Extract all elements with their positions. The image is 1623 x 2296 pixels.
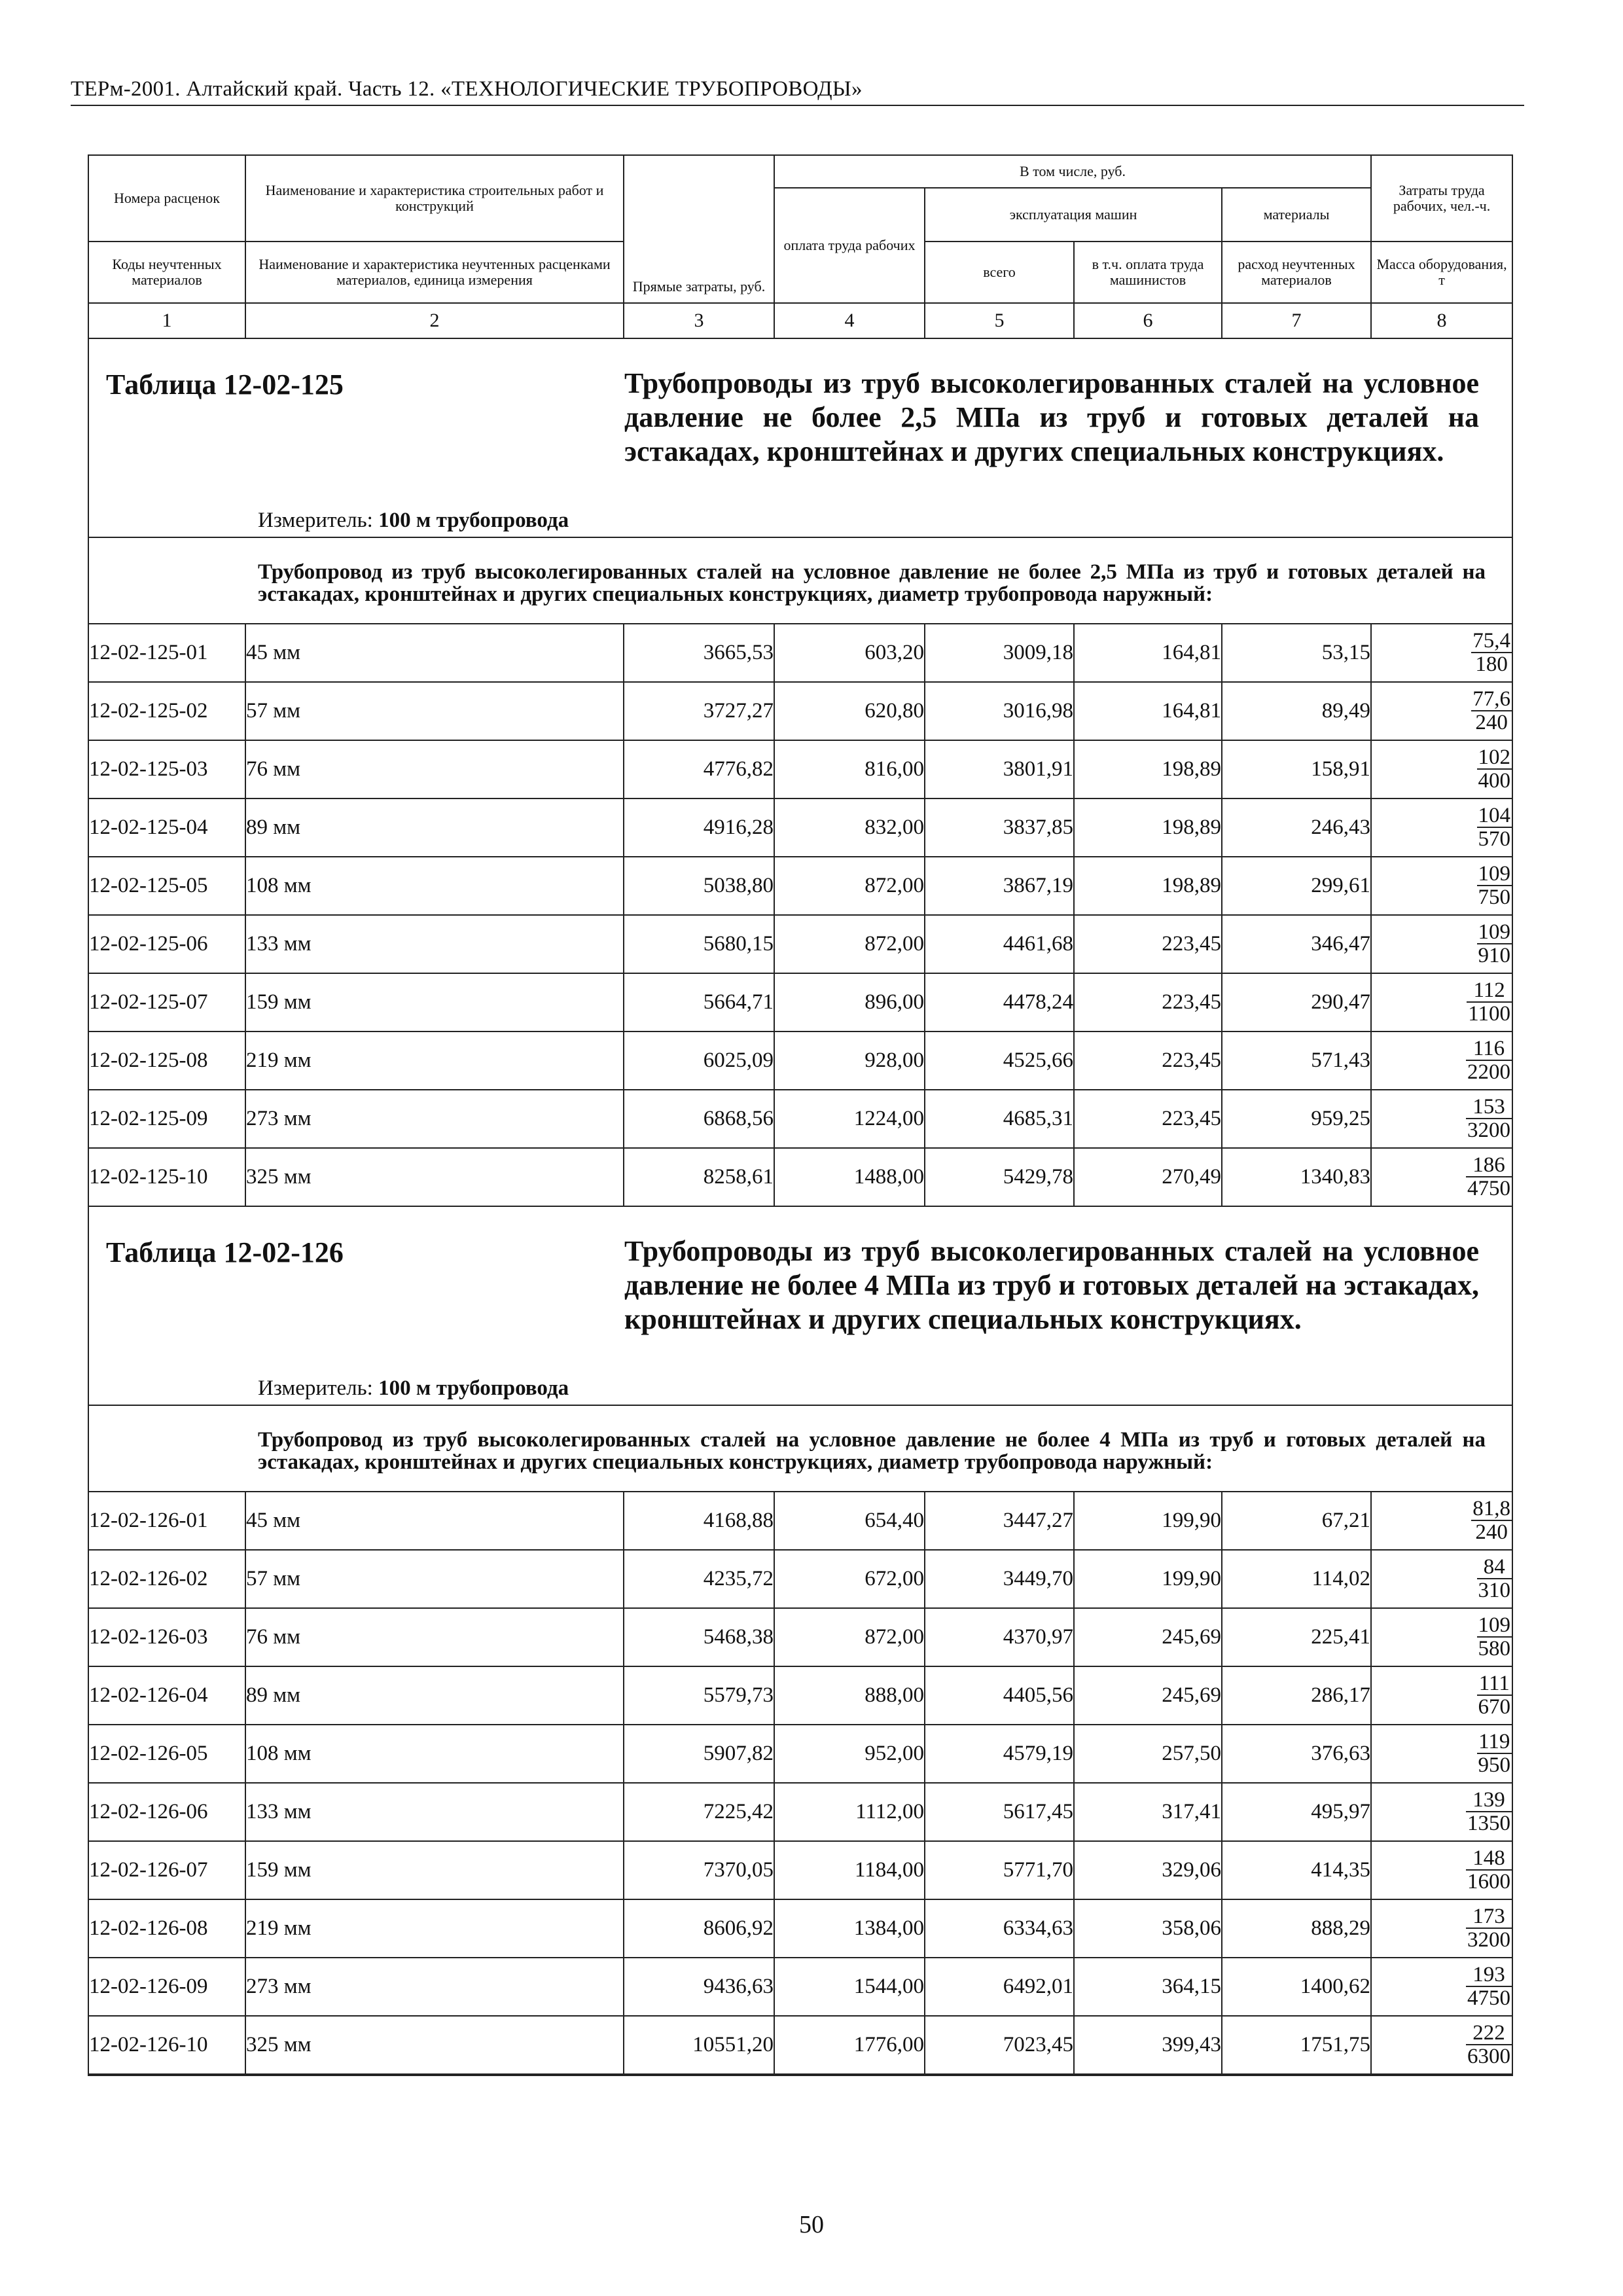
table-label: Таблица 12-02-126 [106, 1236, 344, 1268]
materials-cost: 286,17 [1222, 1666, 1371, 1725]
materials-cost: 888,29 [1222, 1899, 1371, 1958]
header-total: всего [925, 242, 1074, 303]
materials-cost: 1340,83 [1222, 1148, 1371, 1206]
machine-total: 3801,91 [925, 740, 1074, 798]
direct-costs: 7225,42 [624, 1783, 774, 1841]
labor-and-mass [1371, 1550, 1512, 1608]
table-row [88, 857, 1512, 915]
machinist-pay: 270,49 [1074, 1148, 1222, 1206]
worker-pay: 888,00 [774, 1666, 925, 1725]
labor-hours: 116 [1466, 1037, 1512, 1061]
rate-code: 12-02-125-01 [88, 624, 245, 682]
worker-pay: 654,40 [774, 1492, 925, 1550]
machine-total: 3449,70 [925, 1550, 1074, 1608]
worker-pay: 620,80 [774, 682, 925, 740]
materials-cost: 959,25 [1222, 1090, 1371, 1148]
machinist-pay: 198,89 [1074, 798, 1222, 857]
machine-total: 4461,68 [925, 915, 1074, 973]
worker-pay: 1488,00 [774, 1148, 925, 1206]
table-title: Трубопроводы из труб высоколегированных сталей на условное давление не более 2,5 МПа из труб и готовых деталей на эстакадах, кронштейнах и других специальных конструкциях. [624, 367, 1479, 467]
rate-code: 12-02-126-06 [88, 1783, 245, 1841]
equipment-mass: 310 [1478, 1578, 1511, 1602]
header-including: В том числе, руб. [774, 155, 1371, 188]
worker-pay: 952,00 [774, 1725, 925, 1783]
header-worker-pay: оплата труда рабочих [774, 188, 925, 303]
direct-costs: 3727,27 [624, 682, 774, 740]
table-heading [88, 1206, 1512, 1405]
direct-costs: 6868,56 [624, 1090, 774, 1148]
fraction [1477, 1614, 1512, 1660]
table-row [88, 1608, 1512, 1666]
labor-hours: 139 [1466, 1789, 1512, 1812]
fraction [1471, 688, 1512, 734]
pipe-diameter: 219 мм [245, 1899, 624, 1958]
header-work-name: Наименование и характеристика строительных работ и конструкций [245, 155, 624, 242]
pipe-diameter: 108 мм [245, 857, 624, 915]
materials-cost: 1751,75 [1222, 2016, 1371, 2075]
column-number: 1 [88, 303, 245, 338]
fraction [1477, 921, 1512, 967]
header-divider [71, 105, 1524, 106]
machine-total: 7023,45 [925, 2016, 1074, 2075]
worker-pay: 872,00 [774, 1608, 925, 1666]
table-row [88, 1031, 1512, 1090]
pipe-diameter: 325 мм [245, 2016, 624, 2075]
page-number: 50 [799, 2211, 824, 2238]
rate-code: 12-02-125-03 [88, 740, 245, 798]
fraction [1471, 630, 1512, 675]
direct-costs: 9436,63 [624, 1958, 774, 2016]
pipe-diameter: 325 мм [245, 1148, 624, 1206]
rate-code: 12-02-125-09 [88, 1090, 245, 1148]
rate-code: 12-02-125-10 [88, 1148, 245, 1206]
rate-code: 12-02-125-07 [88, 973, 245, 1031]
labor-hours: 109 [1478, 861, 1511, 886]
pipe-diameter: 45 мм [245, 1492, 624, 1550]
fraction [1466, 1847, 1512, 1893]
labor-and-mass [1371, 740, 1512, 798]
worker-pay: 1544,00 [774, 1958, 925, 2016]
header-machinist-pay: в т.ч. оплата труда машинистов [1074, 242, 1222, 303]
machinist-pay: 199,90 [1074, 1492, 1222, 1550]
header-machine-operation: эксплуатация машин [925, 188, 1222, 242]
labor-and-mass [1371, 1783, 1512, 1841]
table-row [88, 1550, 1512, 1608]
direct-costs: 5579,73 [624, 1666, 774, 1725]
fraction [1466, 1037, 1512, 1083]
labor-and-mass [1371, 915, 1512, 973]
table-row [88, 1492, 1512, 1550]
equipment-mass: 570 [1478, 827, 1511, 851]
labor-and-mass [1371, 2016, 1512, 2075]
header-equipment-mass: Масса оборудования, т [1371, 242, 1512, 303]
machine-total: 3447,27 [925, 1492, 1074, 1550]
equipment-mass: 2200 [1467, 1060, 1511, 1084]
machine-total: 3016,98 [925, 682, 1074, 740]
pipe-diameter: 273 мм [245, 1090, 624, 1148]
machine-total: 5617,45 [925, 1783, 1074, 1841]
fraction [1477, 1672, 1512, 1718]
machinist-pay: 399,43 [1074, 2016, 1222, 2075]
labor-hours: 102 [1478, 745, 1511, 769]
direct-costs: 4168,88 [624, 1492, 774, 1550]
pipe-diameter: 273 мм [245, 1958, 624, 2016]
machine-total: 3009,18 [925, 624, 1074, 682]
equipment-mass: 750 [1478, 885, 1511, 909]
column-number: 7 [1222, 303, 1371, 338]
labor-hours: 148 [1466, 1847, 1512, 1871]
materials-cost: 290,47 [1222, 973, 1371, 1031]
fraction [1466, 1154, 1512, 1200]
measure-unit [258, 1376, 569, 1401]
direct-costs: 5907,82 [624, 1725, 774, 1783]
machinist-pay: 164,81 [1074, 624, 1222, 682]
labor-hours: 222 [1466, 2022, 1512, 2045]
fraction [1466, 2022, 1512, 2068]
labor-and-mass [1371, 1841, 1512, 1899]
table-row [88, 915, 1512, 973]
worker-pay: 1112,00 [774, 1783, 925, 1841]
machinist-pay: 223,45 [1074, 1031, 1222, 1090]
pipe-diameter: 76 мм [245, 1608, 624, 1666]
worker-pay: 1776,00 [774, 2016, 925, 2075]
materials-cost: 495,97 [1222, 1783, 1371, 1841]
rate-code: 12-02-126-03 [88, 1608, 245, 1666]
machine-total: 6334,63 [925, 1899, 1074, 1958]
worker-pay: 1384,00 [774, 1899, 925, 1958]
machine-total: 4525,66 [925, 1031, 1074, 1090]
table-row [88, 1783, 1512, 1841]
fraction [1466, 1789, 1512, 1835]
materials-cost: 114,02 [1222, 1550, 1371, 1608]
machine-total: 5771,70 [925, 1841, 1074, 1899]
table-row [88, 1899, 1512, 1958]
equipment-mass: 6300 [1467, 2044, 1511, 2068]
pipe-diameter: 133 мм [245, 915, 624, 973]
column-number: 3 [624, 303, 774, 338]
materials-cost: 89,49 [1222, 682, 1371, 740]
machinist-pay: 223,45 [1074, 973, 1222, 1031]
header-material-codes: Коды неучтенных материалов [88, 242, 245, 303]
labor-hours: 112 [1467, 979, 1512, 1003]
machinist-pay: 257,50 [1074, 1725, 1222, 1783]
fraction [1477, 1556, 1512, 1602]
rate-code: 12-02-126-10 [88, 2016, 245, 2075]
equipment-mass: 1600 [1467, 1869, 1511, 1893]
measure-label: Измеритель: [258, 509, 373, 532]
worker-pay: 672,00 [774, 1550, 925, 1608]
labor-hours: 75,4 [1472, 628, 1511, 653]
measure-unit [258, 509, 569, 533]
labor-and-mass [1371, 1090, 1512, 1148]
equipment-mass: 910 [1478, 943, 1511, 967]
direct-costs: 10551,20 [624, 2016, 774, 2075]
machinist-pay: 223,45 [1074, 1090, 1222, 1148]
labor-and-mass [1371, 1958, 1512, 2016]
column-number: 6 [1074, 303, 1222, 338]
equipment-mass: 3200 [1467, 1928, 1511, 1952]
pipe-diameter: 219 мм [245, 1031, 624, 1090]
column-number: 4 [774, 303, 925, 338]
materials-cost: 158,91 [1222, 740, 1371, 798]
table-row [88, 1841, 1512, 1899]
pipe-diameter: 133 мм [245, 1783, 624, 1841]
machinist-pay: 317,41 [1074, 1783, 1222, 1841]
labor-hours: 119 [1477, 1731, 1512, 1754]
table-row [88, 740, 1512, 798]
rates-table [88, 154, 1513, 2076]
machinist-pay: 245,69 [1074, 1666, 1222, 1725]
machinist-pay: 364,15 [1074, 1958, 1222, 2016]
rate-code: 12-02-125-08 [88, 1031, 245, 1090]
pipe-diameter: 89 мм [245, 798, 624, 857]
fraction [1471, 1498, 1512, 1543]
fraction [1467, 979, 1512, 1025]
header-materials: материалы [1222, 188, 1371, 242]
worker-pay: 928,00 [774, 1031, 925, 1090]
machine-total: 4685,31 [925, 1090, 1074, 1148]
labor-and-mass [1371, 1725, 1512, 1783]
labor-and-mass [1371, 1899, 1512, 1958]
direct-costs: 4916,28 [624, 798, 774, 857]
rate-code: 12-02-125-04 [88, 798, 245, 857]
table-title: Трубопроводы из труб высоколегированных сталей на условное давление не более 4 МПа из труб и готовых деталей на эстакадах, кронштейнах и других специальных конструкциях. [624, 1235, 1479, 1335]
labor-and-mass [1371, 973, 1512, 1031]
equipment-mass: 1100 [1468, 1001, 1511, 1026]
section-description-text: Трубопровод из труб высоколегированных сталей на условное давление не более 2,5 МПа из труб и готовых деталей на эстакадах, кронштейнах и других специальных конструкциях, диаметр трубопровода наружный: [258, 560, 1486, 606]
header-material-name: Наименование и характеристика неучтенных расценками материалов, единица измерения [245, 242, 624, 303]
table-row [88, 1725, 1512, 1783]
equipment-mass: 1350 [1467, 1811, 1511, 1835]
direct-costs: 5468,38 [624, 1608, 774, 1666]
rate-code: 12-02-126-08 [88, 1899, 245, 1958]
materials-cost: 246,43 [1222, 798, 1371, 857]
header-rates-number: Номера расценок [88, 155, 245, 242]
equipment-mass: 400 [1478, 768, 1511, 793]
rate-code: 12-02-125-02 [88, 682, 245, 740]
rate-code: 12-02-126-09 [88, 1958, 245, 2016]
table-row [88, 973, 1512, 1031]
machinist-pay: 198,89 [1074, 857, 1222, 915]
table-row [88, 1148, 1512, 1206]
labor-hours: 193 [1466, 1964, 1512, 1987]
table-heading [88, 338, 1512, 537]
header-labor-costs: Затраты труда рабочих, чел.-ч. [1371, 155, 1512, 242]
direct-costs: 4776,82 [624, 740, 774, 798]
header-unaccounted-materials: расход неучтенных материалов [1222, 242, 1371, 303]
direct-costs: 8258,61 [624, 1148, 774, 1206]
labor-and-mass [1371, 682, 1512, 740]
materials-cost: 67,21 [1222, 1492, 1371, 1550]
materials-cost: 299,61 [1222, 857, 1371, 915]
pipe-diameter: 108 мм [245, 1725, 624, 1783]
table-row [88, 1958, 1512, 2016]
labor-and-mass [1371, 857, 1512, 915]
materials-cost: 1400,62 [1222, 1958, 1371, 2016]
rate-code: 12-02-126-01 [88, 1492, 245, 1550]
pipe-diameter: 57 мм [245, 1550, 624, 1608]
table-row [88, 682, 1512, 740]
pipe-diameter: 89 мм [245, 1666, 624, 1725]
pipe-diameter: 57 мм [245, 682, 624, 740]
fraction [1477, 1731, 1512, 1776]
equipment-mass: 950 [1478, 1753, 1511, 1777]
direct-costs: 3665,53 [624, 624, 774, 682]
direct-costs: 6025,09 [624, 1031, 774, 1090]
labor-hours: 109 [1478, 1613, 1511, 1637]
labor-and-mass [1371, 1666, 1512, 1725]
worker-pay: 872,00 [774, 857, 925, 915]
labor-and-mass [1371, 1148, 1512, 1206]
pipe-diameter: 159 мм [245, 973, 624, 1031]
labor-and-mass [1371, 624, 1512, 682]
section-description [88, 1405, 1512, 1492]
worker-pay: 832,00 [774, 798, 925, 857]
direct-costs: 8606,92 [624, 1899, 774, 1958]
worker-pay: 872,00 [774, 915, 925, 973]
equipment-mass: 4750 [1467, 1986, 1511, 2010]
table-row [88, 624, 1512, 682]
materials-cost: 414,35 [1222, 1841, 1371, 1899]
materials-cost: 346,47 [1222, 915, 1371, 973]
labor-hours: 111 [1477, 1672, 1512, 1696]
machinist-pay: 223,45 [1074, 915, 1222, 973]
table-row [88, 2016, 1512, 2075]
pipe-diameter: 159 мм [245, 1841, 624, 1899]
machinist-pay: 164,81 [1074, 682, 1222, 740]
machinist-pay: 198,89 [1074, 740, 1222, 798]
header-direct-costs: Прямые затраты, руб. [624, 155, 774, 303]
machine-total: 6492,01 [925, 1958, 1074, 2016]
labor-hours: 173 [1466, 1905, 1512, 1929]
table-label: Таблица 12-02-125 [106, 368, 344, 401]
worker-pay: 1224,00 [774, 1090, 925, 1148]
worker-pay: 1184,00 [774, 1841, 925, 1899]
machine-total: 5429,78 [925, 1148, 1074, 1206]
table-row [88, 1666, 1512, 1725]
materials-cost: 376,63 [1222, 1725, 1371, 1783]
pipe-diameter: 45 мм [245, 624, 624, 682]
labor-hours: 81,8 [1472, 1496, 1511, 1520]
measure-value: 100 м трубопровода [378, 1376, 569, 1400]
fraction [1466, 1096, 1512, 1141]
equipment-mass: 3200 [1467, 1118, 1511, 1142]
labor-hours: 186 [1466, 1154, 1512, 1177]
labor-hours: 109 [1478, 920, 1511, 944]
rate-code: 12-02-126-02 [88, 1550, 245, 1608]
machine-total: 3837,85 [925, 798, 1074, 857]
measure-label: Измеритель: [258, 1376, 373, 1400]
machine-total: 4579,19 [925, 1725, 1074, 1783]
worker-pay: 816,00 [774, 740, 925, 798]
machinist-pay: 245,69 [1074, 1608, 1222, 1666]
equipment-mass: 180 [1475, 652, 1508, 676]
labor-and-mass [1371, 1492, 1512, 1550]
labor-and-mass [1371, 1031, 1512, 1090]
materials-cost: 571,43 [1222, 1031, 1371, 1090]
section-description-text: Трубопровод из труб высоколегированных сталей на условное давление не более 4 МПа из труб и готовых деталей на эстакадах, кронштейнах и других специальных конструкциях, диаметр трубопровода наружный: [258, 1428, 1486, 1474]
labor-and-mass [1371, 1608, 1512, 1666]
direct-costs: 5038,80 [624, 857, 774, 915]
table-row [88, 1090, 1512, 1148]
equipment-mass: 670 [1478, 1695, 1511, 1719]
machinist-pay: 199,90 [1074, 1550, 1222, 1608]
fraction [1477, 863, 1512, 908]
direct-costs: 5680,15 [624, 915, 774, 973]
labor-hours: 104 [1478, 803, 1511, 827]
rate-code: 12-02-125-05 [88, 857, 245, 915]
labor-hours: 153 [1466, 1096, 1512, 1119]
labor-and-mass [1371, 798, 1512, 857]
machinist-pay: 329,06 [1074, 1841, 1222, 1899]
rate-code: 12-02-126-07 [88, 1841, 245, 1899]
labor-hours: 77,6 [1472, 687, 1511, 711]
measure-value: 100 м трубопровода [378, 509, 569, 532]
column-number: 8 [1371, 303, 1512, 338]
materials-cost: 225,41 [1222, 1608, 1371, 1666]
equipment-mass: 4750 [1467, 1176, 1511, 1200]
column-number: 5 [925, 303, 1074, 338]
fraction [1477, 804, 1512, 850]
equipment-mass: 240 [1475, 710, 1508, 734]
rate-code: 12-02-125-06 [88, 915, 245, 973]
rate-code: 12-02-126-05 [88, 1725, 245, 1783]
worker-pay: 896,00 [774, 973, 925, 1031]
machine-total: 4370,97 [925, 1608, 1074, 1666]
rate-code: 12-02-126-04 [88, 1666, 245, 1725]
materials-cost: 53,15 [1222, 624, 1371, 682]
direct-costs: 7370,05 [624, 1841, 774, 1899]
machinist-pay: 358,06 [1074, 1899, 1222, 1958]
section-description [88, 537, 1512, 624]
fraction [1466, 1964, 1512, 2009]
direct-costs: 5664,71 [624, 973, 774, 1031]
column-number: 2 [245, 303, 624, 338]
direct-costs: 4235,72 [624, 1550, 774, 1608]
table-row [88, 798, 1512, 857]
machine-total: 4478,24 [925, 973, 1074, 1031]
fraction [1477, 746, 1512, 792]
page-header-title: ТЕРм-2001. Алтайский край. Часть 12. «ТЕХНОЛОГИЧЕСКИЕ ТРУБОПРОВОДЫ» [71, 77, 863, 101]
equipment-mass: 240 [1475, 1520, 1508, 1544]
pipe-diameter: 76 мм [245, 740, 624, 798]
fraction [1466, 1905, 1512, 1951]
labor-hours: 84 [1477, 1556, 1512, 1579]
equipment-mass: 580 [1478, 1636, 1511, 1660]
worker-pay: 603,20 [774, 624, 925, 682]
machine-total: 4405,56 [925, 1666, 1074, 1725]
machine-total: 3867,19 [925, 857, 1074, 915]
